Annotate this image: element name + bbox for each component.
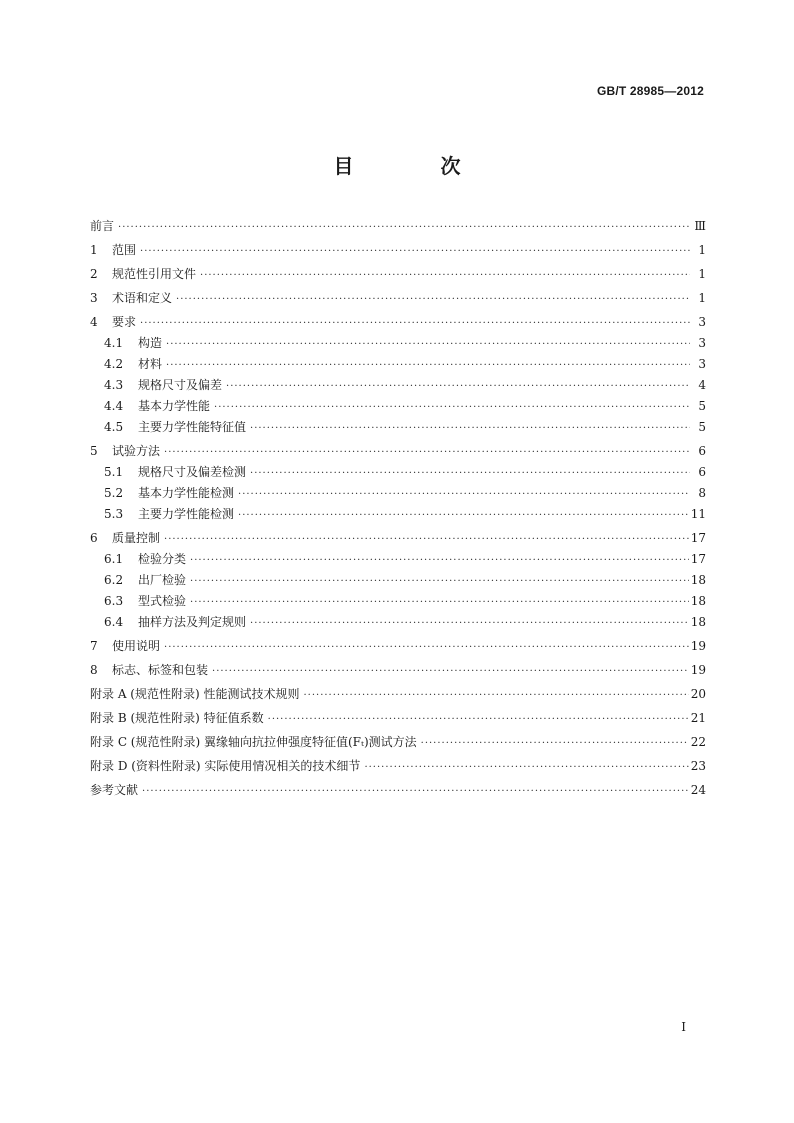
toc-leader-dots [164,529,689,550]
toc-entry[interactable] [90,708,706,729]
toc-entry-page: 1 [698,267,706,281]
toc-entry-label: 附录 C (规范性附录) 翼缘轴向抗拉伸强度特征值(Fₜ)测试方法 [90,735,417,749]
toc-leader-dots [268,709,689,730]
toc-entry-number: 5 [90,444,98,458]
toc-entry-number: 8 [90,663,98,677]
toc-leader-dots [142,781,689,802]
toc-entry-page: 1 [698,291,706,305]
toc-entry-label: 材料 [138,357,163,371]
toc-entry[interactable] [90,240,706,261]
toc-entry-page: 3 [698,336,706,350]
toc-entry[interactable] [90,570,706,591]
toc-entry[interactable] [90,462,706,483]
toc-entry-label: 附录 D (资料性附录) 实际使用情况相关的技术细节 [90,759,361,773]
toc-entry-number: 5.3 [104,507,124,521]
toc-entry[interactable] [90,756,706,777]
toc-entry-page: 22 [690,735,706,749]
toc-entry-page: 20 [690,687,706,701]
toc-leader-dots [214,397,690,418]
toc-entry-page: 6 [698,444,706,458]
toc-entry-page: 6 [698,465,706,479]
toc-entry-page: 8 [698,486,706,500]
toc-entry[interactable] [90,216,706,237]
toc-leader-dots [250,613,689,634]
toc-entry-page: 18 [690,594,706,608]
toc-entry-label: 使用说明 [112,639,161,653]
toc-leader-dots [212,661,689,682]
toc-entry-label: 主要力学性能检测 [138,507,235,521]
toc-entry-label: 规格尺寸及偏差 [138,378,223,392]
toc-entry-number: 4 [90,315,98,329]
toc-leader-dots [190,550,689,571]
toc-entry-number: 7 [90,639,98,653]
table-of-contents [90,216,706,801]
toc-entry[interactable] [90,396,706,417]
toc-entry-label: 检验分类 [138,552,187,566]
toc-entry-label: 术语和定义 [112,291,173,305]
toc-entry-label: 主要力学性能特征值 [138,420,247,434]
toc-leader-dots [238,484,690,505]
toc-entry[interactable] [90,264,706,285]
toc-entry-number: 6.1 [104,552,124,566]
toc-entry-number: 4.1 [104,336,124,350]
toc-entry-label: 构造 [138,336,163,350]
toc-entry-number: 3 [90,291,98,305]
toc-entry-label: 抽样方法及判定规则 [138,615,247,629]
toc-entry-page: 19 [690,663,706,677]
toc-entry-page: 24 [690,783,706,797]
toc-entry-label: 要求 [112,315,137,329]
toc-entry-page: 4 [698,378,706,392]
toc-entry-label: 范围 [112,243,137,257]
toc-entry-page: 19 [690,639,706,653]
toc-leader-dots [303,685,688,706]
toc-entry-page: 1 [698,243,706,257]
toc-entry-page: 5 [698,420,706,434]
toc-entry-page: 23 [690,759,706,773]
toc-leader-dots [176,289,690,310]
toc-entry-page: 18 [690,573,706,587]
toc-entry[interactable] [90,636,706,657]
toc-leader-dots [164,637,689,658]
toc-entry-number: 6 [90,531,98,545]
toc-leader-dots [164,442,690,463]
toc-entry-label: 质量控制 [112,531,161,545]
toc-entry[interactable] [90,684,706,705]
toc-entry[interactable] [90,549,706,570]
toc-leader-dots [190,571,689,592]
toc-entry-label: 参考文献 [90,783,139,797]
toc-entry[interactable] [90,312,706,333]
toc-entry-label: 出厂检验 [138,573,187,587]
toc-entry-label: 基本力学性能 [138,399,211,413]
toc-entry[interactable] [90,528,706,549]
footer-page-number: I [681,1020,686,1034]
toc-entry-number: 4.2 [104,357,124,371]
toc-entry-number: 6.4 [104,615,124,629]
toc-entry-number: 1 [90,243,98,257]
toc-entry-number: 5.1 [104,465,124,479]
toc-entry-number: 6.2 [104,573,124,587]
toc-entry[interactable] [90,660,706,681]
toc-entry-label: 附录 B (规范性附录) 特征值系数 [90,711,264,725]
toc-leader-dots [166,355,690,376]
toc-entry-number: 4.3 [104,378,124,392]
toc-leader-dots [166,334,690,355]
toc-entry-label: 前言 [90,219,115,233]
toc-entry[interactable] [90,417,706,438]
toc-entry[interactable] [90,591,706,612]
toc-leader-dots [140,241,690,262]
toc-entry[interactable] [90,732,706,753]
toc-entry-label: 规范性引用文件 [112,267,197,281]
toc-entry[interactable] [90,483,706,504]
toc-entry[interactable] [90,504,706,525]
toc-entry-number: 2 [90,267,98,281]
toc-leader-dots [190,592,689,613]
toc-entry-page: 5 [698,399,706,413]
toc-entry[interactable] [90,780,706,801]
toc-entry-page: 3 [698,315,706,329]
toc-entry[interactable] [90,333,706,354]
toc-leader-dots [250,418,690,439]
toc-entry-page: 11 [690,507,706,521]
toc-entry-page: 17 [690,531,706,545]
page-title: 目 次 [333,154,501,178]
toc-entry[interactable] [90,612,706,633]
toc-leader-dots [140,313,690,334]
toc-entry-page: 18 [690,615,706,629]
toc-entry-page: 17 [690,552,706,566]
toc-leader-dots [200,265,690,286]
toc-entry-page: 3 [698,357,706,371]
toc-entry-number: 4.5 [104,420,124,434]
toc-entry[interactable] [90,375,706,396]
standard-code: GB/T 28985—2012 [596,84,704,98]
toc-entry-label: 规格尺寸及偏差检测 [138,465,247,479]
toc-leader-dots [421,733,689,754]
toc-entry-label: 试验方法 [112,444,161,458]
toc-entry-label: 型式检验 [138,594,187,608]
toc-entry-page: 21 [690,711,706,725]
toc-entry-label: 标志、标签和包装 [112,663,209,677]
toc-entry-number: 5.2 [104,486,124,500]
toc-leader-dots [238,505,689,526]
toc-leader-dots [250,463,690,484]
toc-entry-page: Ⅲ [694,219,706,233]
toc-entry[interactable] [90,288,706,309]
toc-entry[interactable] [90,354,706,375]
toc-entry-number: 4.4 [104,399,124,413]
toc-leader-dots [226,376,690,397]
toc-leader-dots [118,217,690,238]
toc-entry-label: 基本力学性能检测 [138,486,235,500]
toc-leader-dots [364,757,688,778]
toc-entry-number: 6.3 [104,594,124,608]
toc-entry-label: 附录 A (规范性附录) 性能测试技术规则 [90,687,300,701]
toc-entry[interactable] [90,441,706,462]
